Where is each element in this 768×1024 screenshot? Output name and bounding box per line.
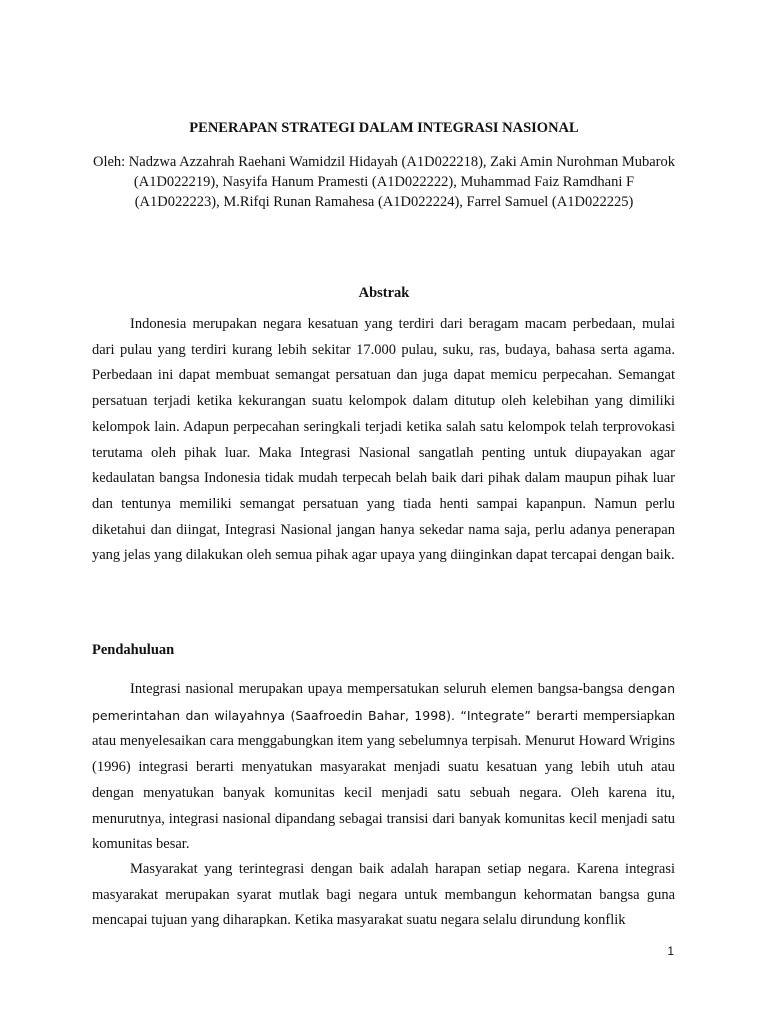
introduction-heading: Pendahuluan xyxy=(92,642,175,658)
abstract-paragraph: Indonesia merupakan negara kesatuan yang terdiri dari beragam macam perbedaan, mulai dari pulau yang terdiri kurang lebih sekitar 17.000 pulau, suku, ras, budaya, bahasa serta agama. Perbedaan ini dapat membuat semangat persatuan dan juga dapat memicu perpecahan. Semangat persatuan terjadi ketika kekurangan suatu kelompok dalam ditutup oleh kelebihan yang dimiliki kelompok lain. Adapun perpecahan seringkali terjadi ketika salah satu kelompok telah terprovokasi terutama oleh pihak luar. Maka Integrasi Nasional sangatlah penting untuk diupayakan agar kedaulatan bangsa Indonesia tidak mudah terpecah belah baik dari pihak dalam maupun pihak luar dan tentunya memiliki semangat persatuan yang tiada henti sampai kapanpun. Namun perlu diketahui dan diingat, Integrasi Nasional jangan hanya sekedar nama saja, perlu adanya penerapan yang jelas yang dilakukan oleh semua pihak agar upaya yang diinginkan dapat tercapai dengan baik. xyxy=(92,316,675,564)
intro-p1-start: Integrasi nasional merupakan upaya mempersatukan seluruh elemen bangsa-bangsa xyxy=(130,681,628,697)
intro-p1-end: mempersiapkan atau menyelesaikan cara menggabungkan item yang sebelumnya terpisah. Menurut Howard Wrigins (1996) integrasi berarti menyatukan masyarakat menjadi suatu kesatuan yang lebih utuh atau dengan menyatukan banyak komunitas kecil menjadi satu sebuah negara. Oleh karena itu, menurutnya, integrasi nasional dipandang sebagai transisi dari banyak komunitas kecil menjadi satu komunitas besar. xyxy=(92,707,675,853)
abstract-heading: Abstrak xyxy=(358,285,410,301)
author-list: Oleh: Nadzwa Azzahrah Raehani Wamidzil Hidayah (A1D022218), Zaki Amin Nurohman Mubarok (A1D022219), Nasyifa Hanum Pramesti (A1D022222), Muhammad Faiz Ramdhani F (A1D022223), M.Rifqi Runan Ramahesa (A1D022224), Farrel Samuel (A1D022225) xyxy=(92,154,676,210)
document-title: PENERAPAN STRATEGI DALAM INTEGRASI NASIONAL xyxy=(189,120,579,136)
introduction-paragraph-1 xyxy=(92,676,675,858)
intro-p1-citation: dengan pemerintahan dan wilayahnya (Saafroedin Bahar, 1998). “Integrate” berarti xyxy=(92,681,675,723)
page-number: 1 xyxy=(667,944,674,958)
introduction-paragraph-2: Masyarakat yang terintegrasi dengan baik adalah harapan setiap negara. Karena integrasi masyarakat merupakan syarat mutlak bagi negara untuk membangun kehormatan bangsa guna mencapai tujuan yang diharapkan. Ketika masyarakat suatu negara selalu dirundung konflik xyxy=(92,861,675,929)
